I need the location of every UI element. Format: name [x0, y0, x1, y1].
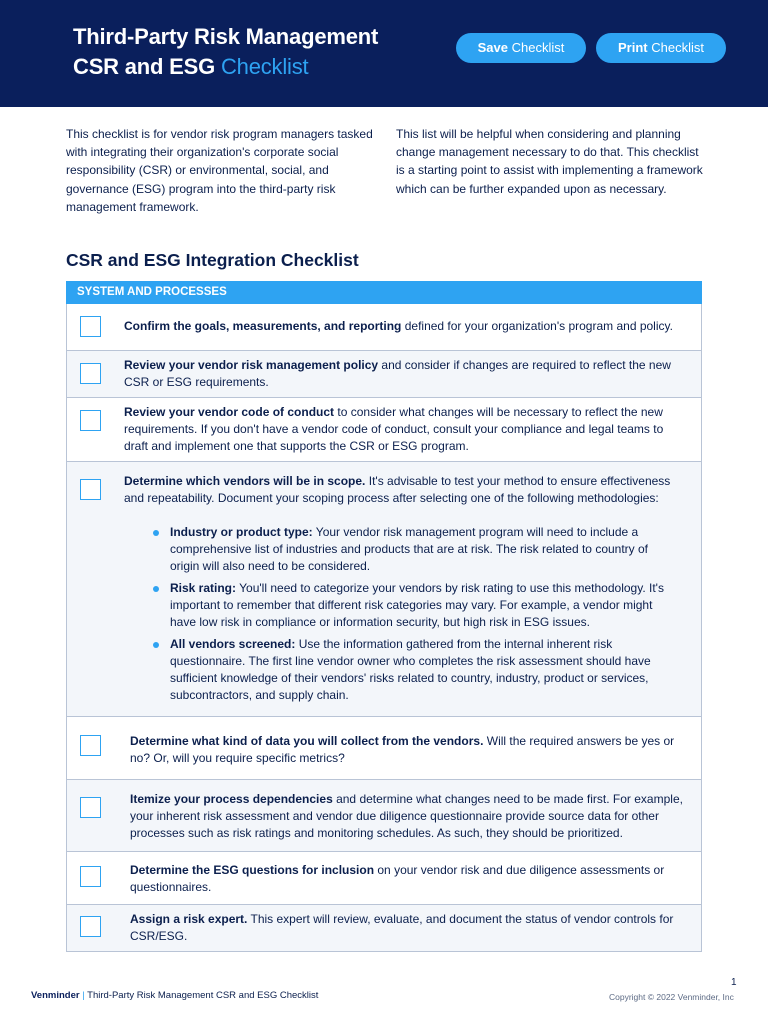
table-header: SYSTEM AND PROCESSES — [66, 281, 702, 304]
save-checklist-button[interactable]: Save Checklist — [456, 33, 586, 63]
methodology-list — [153, 524, 673, 709]
checkbox[interactable] — [80, 410, 101, 431]
checklist-row — [66, 717, 702, 780]
list-item: Risk rating: You'll need to categorize your vendors by risk rating to use this methodology. It's important to remember that different risk categories may vary. For example, a vendor might have low risk in compliance or information security, but high risk in ESG issues. — [153, 580, 673, 631]
brand-name: Venminder — [31, 990, 80, 1001]
checkbox[interactable] — [80, 916, 101, 937]
intro-paragraph-left: This checklist is for vendor risk program managers tasked with integrating their organization's corporate social responsibility (CSR) or environmental, social, and governance (ESG) program into the third-party risk management framework. — [66, 127, 373, 214]
row-text: Confirm the goals, measurements, and reporting defined for your organization's program and policy. — [124, 319, 673, 333]
row-text: Review your vendor code of conduct to consider what changes will be necessary to reflect the new requirements. If you don't have a vendor code of conduct, consult your compliance and legal teams to draft and implement one that supports the CSR or ESG program. — [124, 405, 664, 453]
bullet-icon — [153, 642, 159, 648]
checkbox[interactable] — [80, 797, 101, 818]
checklist-row — [66, 780, 702, 852]
checklist-row — [66, 304, 702, 351]
title-line-2: CSR and ESG Checklist — [73, 54, 309, 79]
section-heading: CSR and ESG Integration Checklist — [66, 250, 359, 270]
title-line-1: Third-Party Risk Management — [73, 24, 379, 49]
row-text: Determine which vendors will be in scope. It's advisable to test your method to ensure effectiveness and repeatability. Document your scoping process after selecting one of the following methodologies: — [124, 474, 671, 505]
row-text: Itemize your process dependencies and determine what changes need to be made first. For example, your inherent risk assessment and vendor due diligence questionnaire provide source data for other processes such as risk ratings and monitoring schedules. As such, they should be prioritized. — [130, 792, 683, 840]
intro-paragraph-right: This list will be helpful when considering and planning change management necessary to do that. This checklist is a starting point to assist with implementing a framework which can be further expanded upon as necessary. — [396, 127, 703, 196]
checkbox[interactable] — [80, 316, 101, 337]
checkbox[interactable] — [80, 735, 101, 756]
checkbox[interactable] — [80, 363, 101, 384]
checklist-row — [66, 351, 702, 398]
row-text: Determine what kind of data you will collect from the vendors. Will the required answers be yes or no? Or, will you require specific metrics? — [130, 734, 675, 765]
bullet-icon — [153, 586, 159, 592]
list-item: All vendors screened: Use the information gathered from the internal inherent risk questionnaire. The first line vendor owner who completes the risk assessment should have sufficient knowledge of their vendors' risks related to country, industry, product or services, subcontractors, and supply chain. — [153, 636, 673, 704]
checklist-row — [66, 398, 702, 462]
list-item: Industry or product type: Your vendor risk management program will need to include a comprehensive list of industries and products that are at risk. The risk related to country of origin will also need to be considered. — [153, 524, 673, 575]
footer-document-title: Venminder | Third-Party Risk Management CSR and ESG Checklist — [31, 990, 319, 1001]
checklist-row — [66, 852, 702, 905]
checkbox[interactable] — [80, 866, 101, 887]
checklist-row — [66, 905, 702, 952]
row-text: Determine the ESG questions for inclusion on your vendor risk and due diligence assessments or questionnaires. — [130, 863, 665, 894]
checklist-table — [66, 281, 702, 943]
header-banner — [0, 0, 768, 107]
copyright: Copyright © 2022 Venminder, Inc — [609, 992, 734, 1002]
row-text: Assign a risk expert. This expert will review, evaluate, and document the status of vendor controls for CSR/ESG. — [130, 912, 674, 943]
checklist-row — [66, 462, 702, 717]
print-checklist-button[interactable]: Print Checklist — [596, 33, 726, 63]
row-text: Review your vendor risk management policy and consider if changes are required to reflect the new CSR or ESG requirements. — [124, 358, 671, 389]
bullet-icon — [153, 530, 159, 536]
page-title — [73, 22, 378, 82]
page-number: 1 — [731, 977, 737, 988]
checkbox[interactable] — [80, 479, 101, 500]
